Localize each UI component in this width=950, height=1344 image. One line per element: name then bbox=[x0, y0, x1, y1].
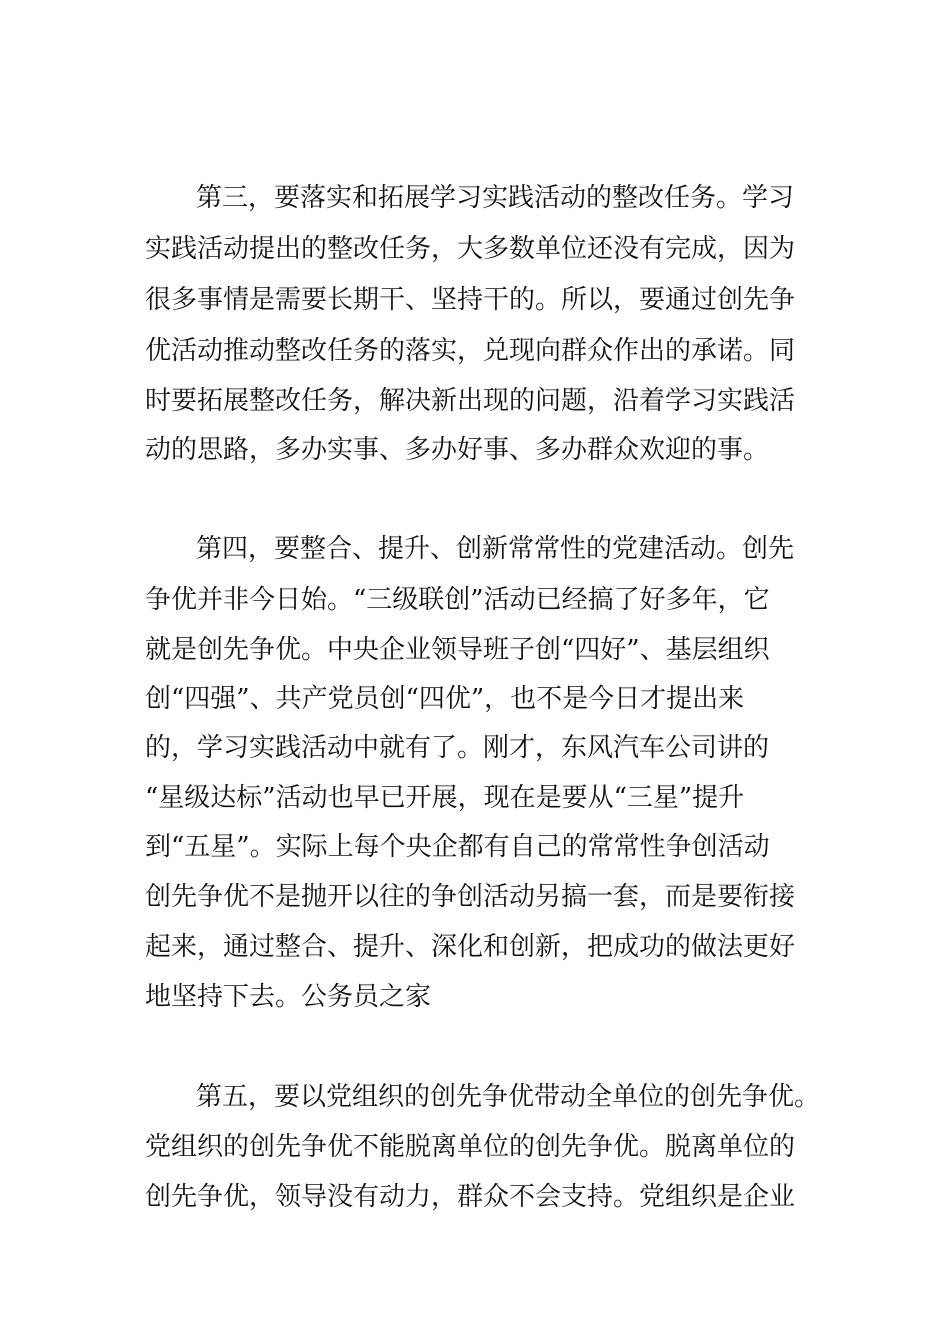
paragraph-1-line-5: 时要拓展整改任务，解决新出现的问题，沿着学习实践活 bbox=[145, 386, 796, 416]
paragraph-1-line-6: 动的思路，多办实事、多办好事、多办群众欢迎的事。 bbox=[145, 435, 770, 465]
paragraph-2-line-7: 到“五星”。实际上每个央企都有自己的常常性争创活动 bbox=[145, 832, 770, 862]
paragraph-2-line-5: 的，学习实践活动中就有了。刚才，东风汽车公司讲的 bbox=[145, 733, 770, 763]
paragraph-1-line-3: 很多事情是需要长期干、坚持干的。所以，要通过创先争 bbox=[145, 285, 796, 315]
paragraph-3-line-1: 第五，要以党组织的创先争优带动全单位的创先争优。 bbox=[196, 1082, 821, 1112]
paragraph-2-line-8: 创先争优不是抛开以往的争创活动另搞一套，而是要衔接 bbox=[145, 882, 796, 912]
paragraph-2-line-1: 第四，要整合、提升、创新常常性的党建活动。创先 bbox=[196, 534, 795, 564]
paragraph-2-line-3: 就是创先争优。中央企业领导班子创“四好”、基层组织 bbox=[145, 635, 770, 665]
paragraph-2-line-6: “星级达标”活动也早已开展，现在是要从“三星”提升 bbox=[145, 783, 745, 813]
paragraph-2-line-10: 地坚持下去。公务员之家 bbox=[145, 982, 432, 1012]
paragraph-3-line-2: 党组织的创先争优不能脱离单位的创先争优。脱离单位的 bbox=[145, 1132, 796, 1162]
paragraph-1-line-4: 优活动推动整改任务的落实，兑现向群众作出的承诺。同 bbox=[145, 336, 796, 366]
paragraph-2-line-9: 起来，通过整合、提升、深化和创新，把成功的做法更好 bbox=[145, 932, 796, 962]
paragraph-1-line-2: 实践活动提出的整改任务，大多数单位还没有完成，因为 bbox=[145, 234, 796, 264]
paragraph-2-line-2: 争优并非今日始。“三级联创”活动已经搞了好多年，它 bbox=[145, 585, 770, 615]
paragraph-2-line-4: 创“四强”、共产党员创“四优”，也不是今日才提出来 bbox=[145, 684, 745, 714]
paragraph-3-line-3: 创先争优，领导没有动力，群众不会支持。党组织是企业 bbox=[145, 1182, 796, 1212]
paragraph-1-line-1: 第三，要落实和拓展学习实践活动的整改任务。学习 bbox=[196, 183, 795, 213]
